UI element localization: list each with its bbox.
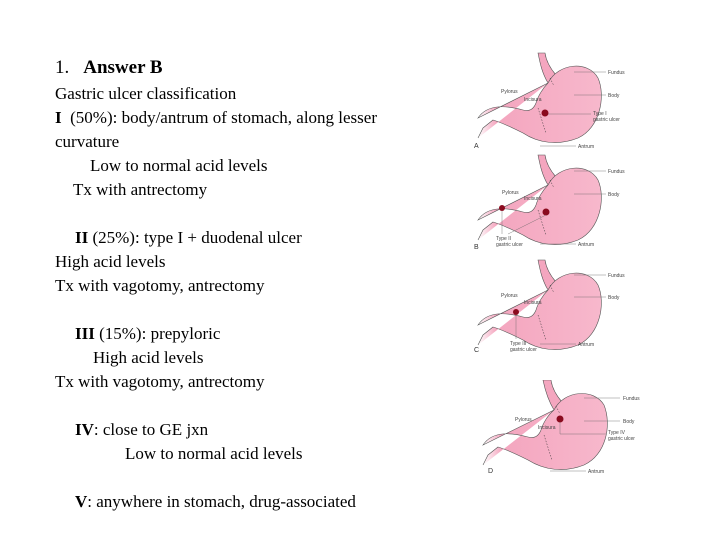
ulcer-marker (543, 209, 550, 216)
type-3-acid: High acid levels (93, 348, 204, 367)
label-ulcer-type: Type II (496, 236, 512, 242)
type-2-desc: (25%): type I + duodenal ulcer (88, 228, 302, 247)
question-number: 1. (55, 57, 70, 78)
label-ulcer-type: Type III (510, 341, 527, 347)
stomach-illustration (468, 255, 668, 365)
stomach-illustration (468, 150, 668, 260)
heading: Gastric ulcer classification (55, 84, 237, 103)
label-incisura: Incisura (524, 196, 542, 202)
label-body: Body (608, 192, 620, 198)
duodenal-ulcer-marker (499, 205, 505, 211)
type-2-line (75, 226, 302, 250)
type-4-desc: : close to GE jxn (93, 420, 209, 439)
ulcer-marker (513, 309, 519, 315)
type-1-line (55, 106, 377, 130)
stomach-diagram-d (468, 380, 668, 510)
label-antrum: Antrum (588, 469, 605, 475)
panel-letter: D (488, 468, 494, 475)
type-1-tx: Tx with antrectomy (73, 180, 208, 199)
type-4-acid: Low to normal acid levels (125, 444, 303, 463)
label-body: Body (608, 93, 620, 99)
type-1-acid: Low to normal acid levels (90, 156, 268, 175)
label-antrum: Antrum (578, 242, 595, 248)
label-pylorus: Pylorus (502, 190, 519, 196)
label-incisura: Incisura (524, 300, 542, 306)
stomach-diagram-c (468, 255, 668, 365)
panel-letter: B (474, 244, 479, 251)
type-3-line (75, 322, 220, 346)
stomach-illustration (468, 48, 668, 158)
type-2-acid: High acid levels (55, 252, 166, 271)
label-gastric-ulcer: gastric ulcer (593, 117, 620, 123)
type-4-line (75, 418, 208, 442)
type-3-roman: III (75, 324, 95, 343)
stomach-illustration (468, 380, 668, 490)
type-2-tx: Tx with vagotomy, antrectomy (55, 276, 265, 295)
answer-label: Answer B (83, 57, 163, 78)
label-fundus: Fundus (608, 169, 625, 175)
label-ulcer-type: Type I (593, 111, 607, 117)
label-gastric-ulcer: gastric ulcer (608, 436, 635, 442)
panel-letter: A (474, 143, 479, 150)
ulcer-marker (542, 110, 549, 117)
type-1-desc2: curvature (55, 132, 120, 151)
label-body: Body (623, 419, 635, 425)
label-antrum: Antrum (578, 144, 595, 150)
type-5-line (75, 490, 356, 514)
type-5-roman: V (75, 492, 88, 511)
stomach-diagram-b (468, 150, 668, 260)
answer-title (55, 56, 163, 80)
type-2-roman: II (75, 228, 89, 247)
label-ulcer-type: Type IV (608, 430, 625, 436)
label-pylorus: Pylorus (515, 417, 532, 423)
type-1-roman: I (55, 108, 62, 127)
label-incisura: Incisura (538, 425, 556, 431)
label-pylorus: Pylorus (501, 89, 518, 95)
type-5-desc: : anywhere in stomach, drug-associated (87, 492, 356, 511)
panel-letter: C (474, 347, 480, 354)
type-4-roman: IV (75, 420, 94, 439)
label-fundus: Fundus (608, 70, 625, 76)
label-pylorus: Pylorus (501, 293, 518, 299)
stomach-diagram-a (468, 48, 668, 158)
ulcer-marker (557, 416, 564, 423)
label-incisura: Incisura (524, 97, 542, 103)
type-1-desc: (50%): body/antrum of stomach, along lesser (61, 108, 377, 127)
type-3-desc: (15%): prepyloric (94, 324, 221, 343)
label-gastric-ulcer: gastric ulcer (496, 242, 523, 248)
type-3-tx: Tx with vagotomy, antrectomy (55, 372, 265, 391)
label-fundus: Fundus (623, 396, 640, 402)
label-antrum: Antrum (578, 342, 595, 348)
label-fundus: Fundus (608, 273, 625, 279)
label-body: Body (608, 295, 620, 301)
label-gastric-ulcer: gastric ulcer (510, 347, 537, 353)
